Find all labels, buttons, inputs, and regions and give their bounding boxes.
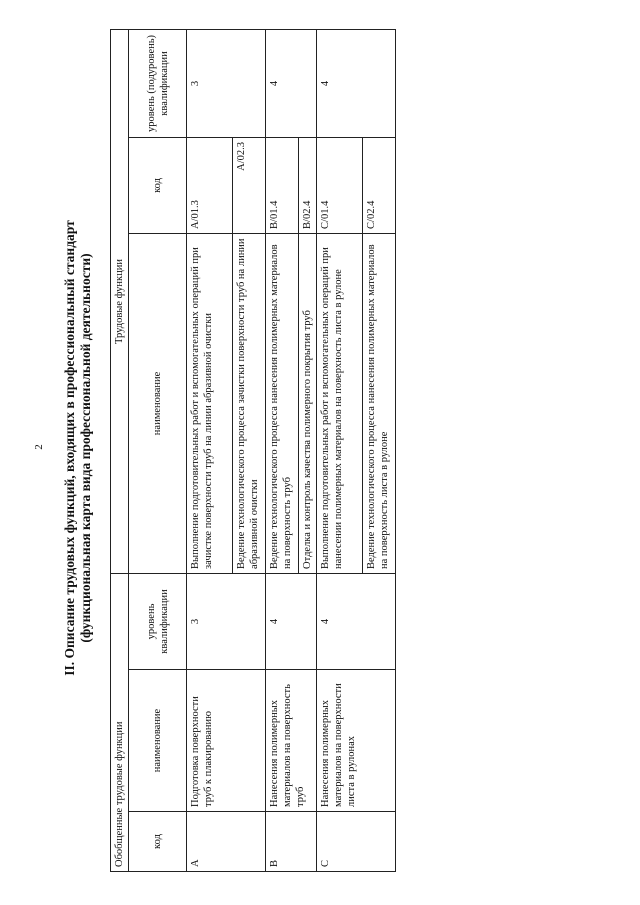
function-name: Ведение технологического процесса нанесения полимерных материалов на поверхность труб [266,233,299,573]
col-header-qual-level: уровень квалификации [129,573,187,669]
function-name: Ведение технологического процесса нанесения полимерных материалов на поверхность листа в рулоне [363,233,396,573]
group-code: B [266,812,317,872]
group-level: 4 [266,573,317,669]
col-header-code: код [129,812,187,872]
header-row-groups [111,29,129,871]
function-name: Выполнение подготовительных работ и вспомогательных операций при нанесении полимерных материалов на поверхность листа в рулоне [317,233,363,573]
header-row-columns [129,29,187,871]
function-code: A/02.3 [233,137,266,233]
group-name: Подготовка поверхности труб к плакированию [187,670,266,812]
function-level: 4 [266,29,317,137]
group-name: Нанесения полимерных материалов на поверхности листа в рулонах [317,670,396,812]
function-name: Отделка и контроль качества полимерного покрытия труб [299,233,317,573]
title-line-1: II. Описание трудовых функций, входящих в профессиональный стандарт [62,220,77,676]
group-code: C [317,812,396,872]
function-code: A/01.3 [187,137,233,233]
function-code: B/02.4 [299,137,317,233]
function-level: 3 [187,29,266,137]
function-name: Выполнение подготовительных работ и вспомогательных операций при зачистке поверхности труб на линии абразивной очистки [187,233,233,573]
table-row [187,29,233,871]
col-header-name: наименование [129,670,187,812]
page-number: 2 [32,444,45,450]
rotated-page-content [22,8,622,888]
functional-map-table [110,29,396,872]
table-row [266,29,299,871]
labor-functions-header: Трудовые функции [111,29,129,573]
col-header-sub-level: уровень (подуровень) квалификации [129,29,187,137]
col-header-function-code: код [129,137,187,233]
group-level: 4 [317,573,396,669]
function-code: C/02.4 [363,137,396,233]
group-level: 3 [187,573,266,669]
function-code: C/01.4 [317,137,363,233]
group-name: Нанесения полимерных материалов на поверхность труб [266,670,317,812]
table-row [317,29,363,871]
col-header-function-name: наименование [129,233,187,573]
page-title [62,8,94,888]
group-code: A [187,812,266,872]
title-line-2: (функциональная карта вида профессиональной деятельности) [78,253,93,643]
function-level: 4 [317,29,396,137]
function-name: Ведение технологического процесса зачистки поверхности труб на линии абразивной очистки [233,233,266,573]
function-code: B/01.4 [266,137,299,233]
generalized-functions-header: Обобщенные трудовые функции [111,573,129,871]
